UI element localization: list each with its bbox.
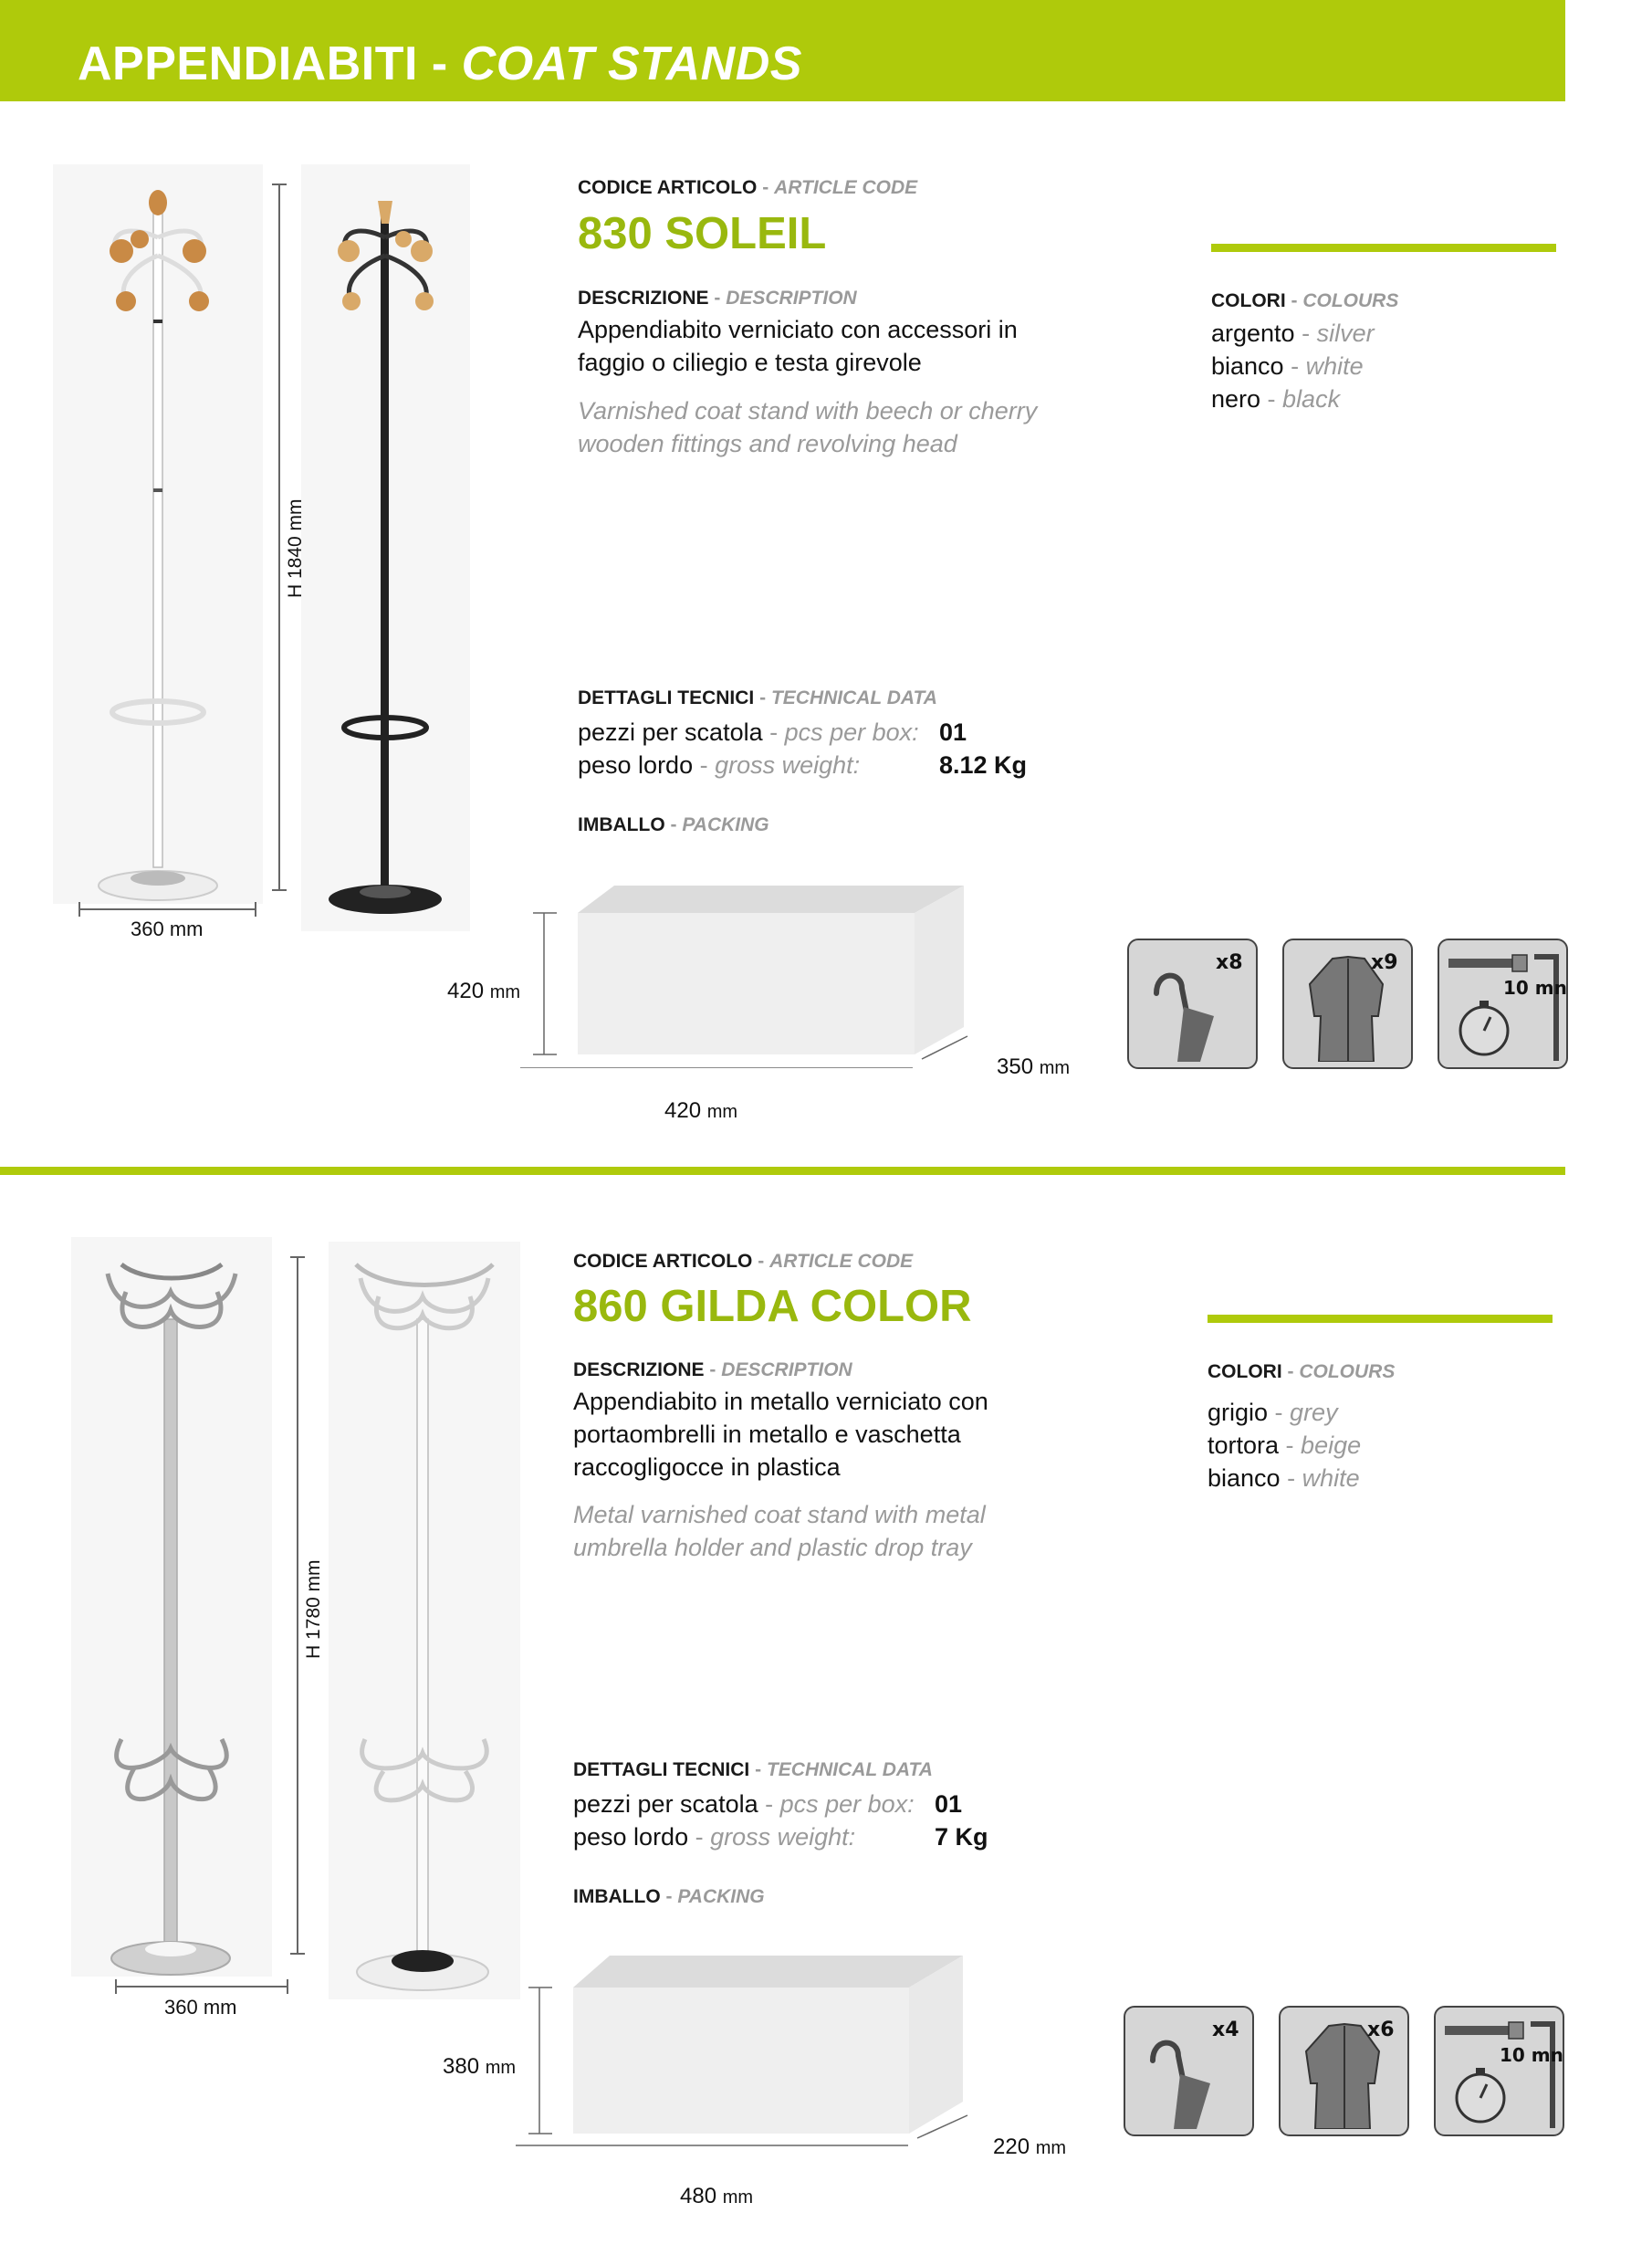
assembly-time: 10 mn bbox=[1503, 977, 1567, 999]
packing-label: IMBALLO - PACKING bbox=[578, 814, 769, 835]
page-title: APPENDIABITI - COAT STANDS bbox=[78, 37, 802, 90]
colours-label: COLORI - COLOURS bbox=[1208, 1361, 1396, 1382]
tools-stopwatch-icon bbox=[1439, 2011, 1561, 2133]
umbrella-capacity-box bbox=[1127, 939, 1258, 1069]
colour-option: argento - silver bbox=[1211, 320, 1375, 347]
coat-stand-grey-image bbox=[71, 1255, 272, 1986]
pcs-per-box-value: 01 bbox=[935, 1790, 963, 1818]
section-divider bbox=[0, 1167, 1565, 1175]
article-code-label: CODICE ARTICOLO - ARTICLE CODE bbox=[578, 177, 918, 198]
coat-count: x6 bbox=[1367, 2019, 1395, 2041]
coat-count: x9 bbox=[1371, 951, 1398, 974]
pcs-per-box-label: pezzi per scatola - pcs per box: bbox=[578, 718, 919, 746]
assembly-time-box bbox=[1438, 939, 1568, 1069]
coat-stand-white-image bbox=[329, 1255, 520, 2004]
colours-label: COLORI - COLOURS bbox=[1211, 290, 1399, 311]
product-860-gilda-color bbox=[0, 1214, 1565, 2246]
packing-depth-label: 350 mm bbox=[997, 1054, 1071, 1079]
coat-capacity-box bbox=[1282, 939, 1413, 1069]
base-width-label: 360 mm bbox=[131, 918, 204, 940]
packing-depth-label: 220 mm bbox=[993, 2134, 1067, 2159]
packing-height-label: 420 mm bbox=[447, 979, 521, 1003]
height-label: H 1840 mm bbox=[285, 498, 306, 598]
gross-weight-label: peso lordo - gross weight: bbox=[573, 1823, 856, 1851]
packing-width-label: 480 mm bbox=[680, 2184, 754, 2208]
packing-box-diagram bbox=[507, 1956, 1018, 2147]
coat-stand-black-image bbox=[301, 183, 470, 931]
umbrella-count: x4 bbox=[1212, 2019, 1239, 2041]
base-width-label: 360 mm bbox=[164, 1996, 237, 2019]
assembly-time: 10 mn bbox=[1500, 2044, 1563, 2066]
coat-capacity-box bbox=[1279, 2006, 1409, 2136]
umbrella-count: x8 bbox=[1216, 951, 1243, 974]
colour-option: tortora - beige bbox=[1208, 1432, 1362, 1459]
assembly-time-box bbox=[1434, 2006, 1564, 2136]
packing-box-diagram bbox=[511, 886, 1022, 1068]
description-label: DESCRIZIONE - DESCRIPTION bbox=[573, 1359, 852, 1380]
product-code: 860 GILDA COLOR bbox=[573, 1282, 972, 1331]
description-italian: Appendiabito verniciato con accessori in faggio o ciliegio e testa girevole bbox=[578, 316, 1018, 376]
colours-accent-line bbox=[1208, 1315, 1553, 1323]
gross-weight-label: peso lordo - gross weight: bbox=[578, 751, 861, 779]
description-english: Varnished coat stand with beech or cherry wooden fittings and revolving head bbox=[578, 397, 1038, 457]
description-english: Metal varnished coat stand with metal umbrella holder and plastic drop tray bbox=[573, 1501, 986, 1561]
description-label: DESCRIZIONE - DESCRIPTION bbox=[578, 288, 857, 309]
gross-weight-value: 8.12 Kg bbox=[939, 751, 1028, 779]
packing-width-label: 420 mm bbox=[664, 1098, 738, 1123]
article-code-label: CODICE ARTICOLO - ARTICLE CODE bbox=[573, 1251, 914, 1272]
tools-stopwatch-icon bbox=[1443, 944, 1564, 1065]
product-code: 830 SOLEIL bbox=[578, 209, 827, 258]
product-830-soleil bbox=[0, 146, 1565, 1159]
colour-option: grigio - grey bbox=[1208, 1399, 1338, 1426]
base-width-dimension-line bbox=[114, 1977, 297, 1996]
coat-stand-white-image bbox=[53, 183, 263, 913]
pcs-per-box-label: pezzi per scatola - pcs per box: bbox=[573, 1790, 915, 1818]
technical-data-label: DETTAGLI TECNICI - TECHNICAL DATA bbox=[573, 1759, 933, 1780]
packing-height-label: 380 mm bbox=[443, 2054, 517, 2079]
height-label: H 1780 mm bbox=[303, 1559, 324, 1659]
colour-option: bianco - white bbox=[1211, 352, 1364, 380]
gross-weight-value: 7 Kg bbox=[935, 1823, 988, 1851]
description-italian: Appendiabito in metallo verniciato con portaombrelli in metallo e vaschetta raccogligocce in plastica bbox=[573, 1388, 988, 1481]
packing-label: IMBALLO - PACKING bbox=[573, 1886, 765, 1907]
umbrella-capacity-box bbox=[1124, 2006, 1254, 2136]
technical-data-label: DETTAGLI TECNICI - TECHNICAL DATA bbox=[578, 687, 937, 708]
pcs-per-box-value: 01 bbox=[939, 718, 967, 746]
base-width-dimension-line bbox=[78, 900, 260, 918]
colour-option: nero - black bbox=[1211, 385, 1341, 413]
colour-option: bianco - white bbox=[1208, 1464, 1360, 1492]
colours-accent-line bbox=[1211, 244, 1556, 252]
